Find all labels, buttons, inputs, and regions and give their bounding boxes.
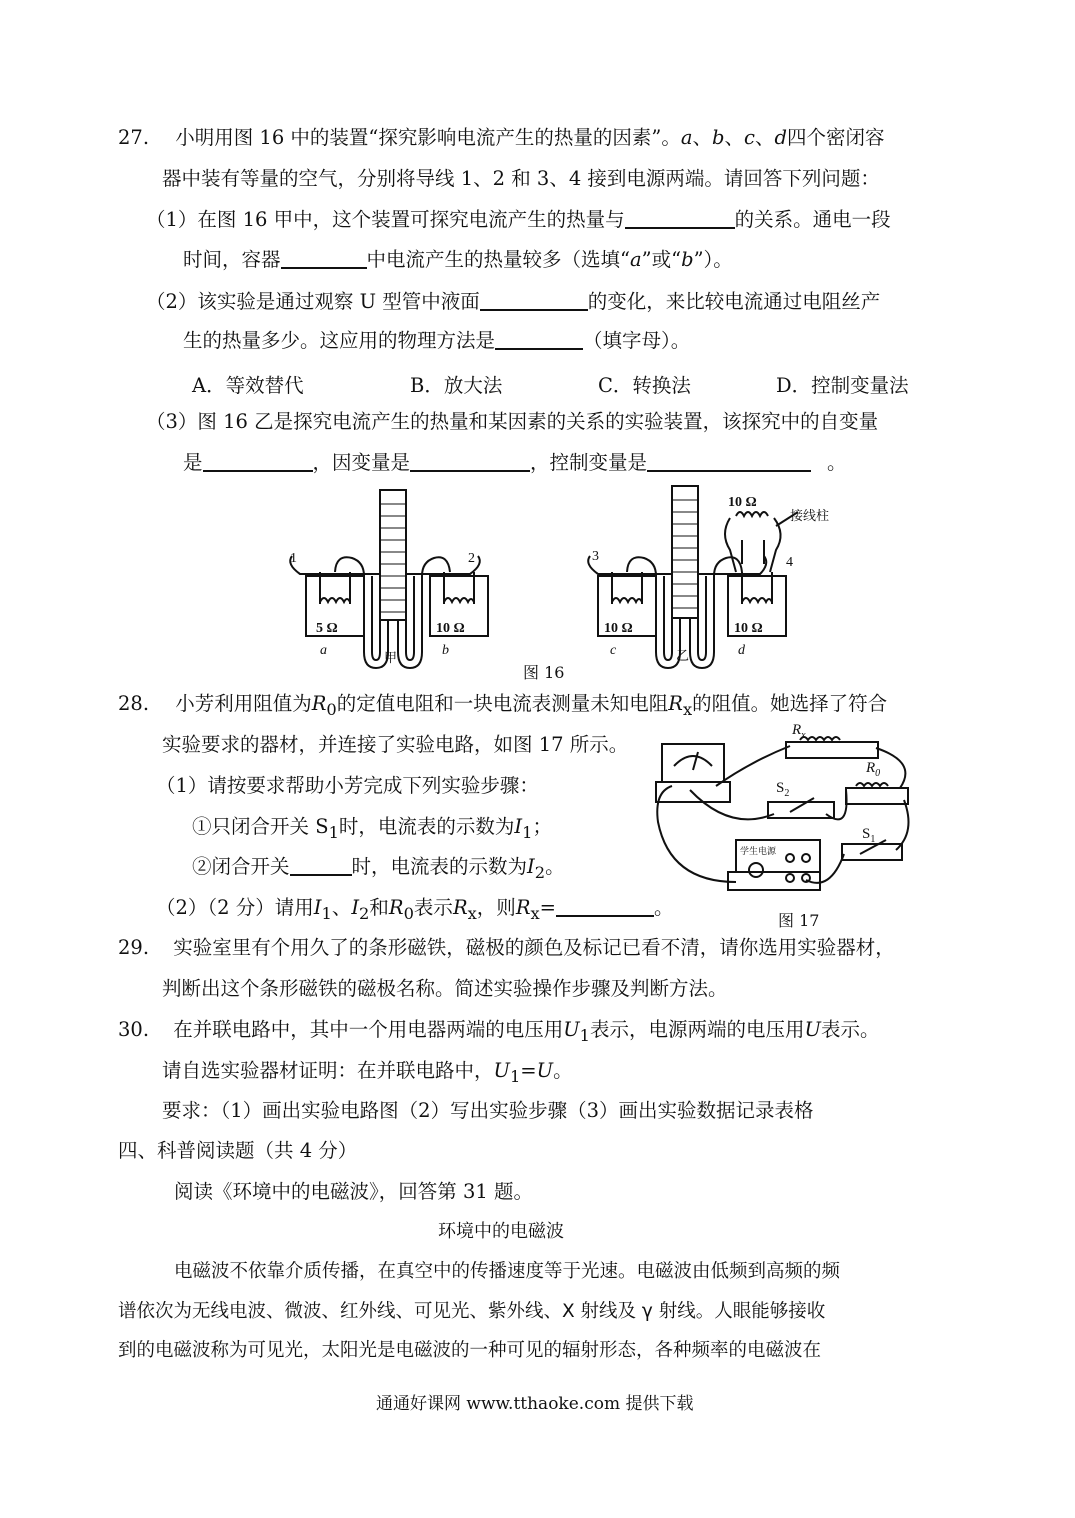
resistor-a-label: 5 Ω — [316, 621, 338, 636]
r0-label: $R_0$ — [866, 760, 881, 779]
article-para-line1: 电磁波不依靠介质传播，在真空中的传播速度等于光速。电磁波由低频到高频的频 — [174, 1261, 841, 1282]
q27-part1-line2: 时间，容器 中电流产生的热量较多（选填“a”或“b”）。 — [183, 248, 733, 271]
article-title: 环境中的电磁波 — [438, 1221, 564, 1242]
wire-1-label: 1 — [290, 551, 297, 566]
container-c-label: c — [610, 643, 617, 658]
reading-intro: 阅读《环境中的电磁波》，回答第 31 题。 — [174, 1180, 533, 1203]
q30-number: 30. — [118, 1018, 150, 1041]
rx-label: $R_x$ — [792, 722, 806, 741]
q28-part2: （2）（2 分）请用$I_1$、$I_2$和$R_0$表示$R_x$，则$R_x=$ 。 — [156, 896, 674, 923]
q27-line2: 器中装有等量的空气，分别将导线 1、2 和 3、4 接到电源两端。请回答下列问题： — [162, 167, 880, 190]
answer-blank[interactable] — [625, 207, 735, 229]
option-d: D．控制变量法 — [776, 374, 909, 397]
figure-17 — [650, 722, 920, 922]
resistor-c-label: 10 Ω — [604, 621, 633, 636]
container-b-label: b — [442, 643, 449, 658]
answer-blank[interactable] — [647, 450, 811, 472]
option-c: C．转换法 — [598, 374, 691, 397]
figure-16-right-label: 乙 — [676, 648, 690, 663]
answer-blank[interactable] — [495, 328, 583, 350]
answer-blank[interactable] — [556, 895, 654, 917]
option-a: A．等效替代 — [192, 374, 304, 397]
q29-line2: 判断出这个条形磁铁的磁极名称。简述实验操作步骤及判断方法。 — [162, 977, 728, 1000]
q29-line1: 29. 实验室里有个用久了的条形磁铁，磁极的颜色及标记已看不清，请你选用实验器材， — [118, 936, 895, 959]
wire-3-label: 3 — [592, 549, 599, 564]
top-resistor-label: 10 Ω — [728, 495, 757, 510]
wire-4-label: 4 — [786, 555, 793, 570]
container-a-label: a — [320, 643, 327, 658]
figure-17-caption: 图 17 — [778, 911, 820, 930]
wire-2-label: 2 — [468, 551, 475, 566]
answer-blank[interactable] — [410, 450, 530, 472]
terminal-label: 接线柱 — [790, 508, 830, 523]
q27-part1-line1: （1）在图 16 甲中，这个装置可探究电流产生的热量与 的关系。通电一段 — [146, 208, 891, 231]
q29-number: 29. — [118, 936, 150, 959]
figure-16 — [280, 484, 840, 684]
figure-16-caption: 图 16 — [523, 663, 565, 682]
q30-line2: 请自选实验器材证明：在并联电路中，$U_1=U$。 — [162, 1059, 573, 1086]
q28-part1: （1）请按要求帮助小芳完成下列实验步骤： — [156, 774, 539, 797]
resistor-d-label: 10 Ω — [734, 621, 763, 636]
answer-blank[interactable] — [281, 247, 367, 269]
power-supply-label: 学生电源 — [740, 846, 777, 856]
section-4-title: 四、科普阅读题（共 4 分） — [118, 1139, 358, 1162]
q27-part3-line1: （3）图 16 乙是探究电流产生的热量和某因素的关系的实验装置，该探究中的自变量 — [146, 410, 879, 433]
option-b: B．放大法 — [410, 374, 503, 397]
container-d-label: d — [738, 643, 745, 658]
q27-number: 27. — [118, 126, 150, 149]
article-para-line2: 谱依次为无线电波、微波、红外线、可见光、紫外线、X 射线及 γ 射线。人眼能够接收 — [118, 1301, 826, 1322]
q27-part3-line2: 是 ，因变量是 ，控制变量是 。 — [183, 451, 847, 474]
q27-part2-line2: 生的热量多少。这应用的物理方法是 （填字母）。 — [183, 329, 691, 352]
q30-line1: 30. 在并联电路中，其中一个用电器两端的电压用$U_1$表示，电源两端的电压用U表示。 — [118, 1018, 880, 1045]
q30-requirements: 要求：（1）画出实验电路图（2）写出实验步骤（3）画出实验数据记录表格 — [162, 1099, 814, 1122]
q28-number: 28. — [118, 692, 150, 715]
resistor-b-label: 10 Ω — [436, 621, 465, 636]
answer-blank[interactable] — [290, 854, 352, 876]
q28-line1: 28. 小芳利用阻值为$R_0$的定值电阻和一块电流表测量未知电阻$R_x$的阻值。她选择了符合 — [118, 692, 888, 719]
answer-blank[interactable] — [480, 289, 588, 311]
q28-step1: ①只闭合开关 $S_1$时，电流表的示数为$I_1$； — [192, 815, 552, 842]
s2-label: $S_2$ — [776, 780, 790, 799]
figure-16-left-label: 甲 — [384, 650, 398, 665]
q28-line2: 实验要求的器材，并连接了实验电路，如图 17 所示。 — [162, 733, 629, 756]
q28-step2: ②闭合开关 时，电流表的示数为$I_2$。 — [192, 855, 565, 882]
q27-part2-line1: （2）该实验是通过观察 U 型管中液面 的变化，来比较电流通过电阻丝产 — [146, 290, 881, 313]
article-para-line3: 到的电磁波称为可见光，太阳光是电磁波的一种可见的辐射形态，各种频率的电磁波在 — [118, 1340, 822, 1361]
answer-blank[interactable] — [203, 450, 313, 472]
footer-text: 通通好课网 www.tthaoke.com 提供下载 — [376, 1394, 694, 1414]
s1-label: $S_1$ — [862, 826, 876, 845]
q27-line1: 27. 小明用图 16 中的装置“探究影响电流产生的热量的因素”。a、b、c、d四个密闭容 — [118, 126, 885, 149]
